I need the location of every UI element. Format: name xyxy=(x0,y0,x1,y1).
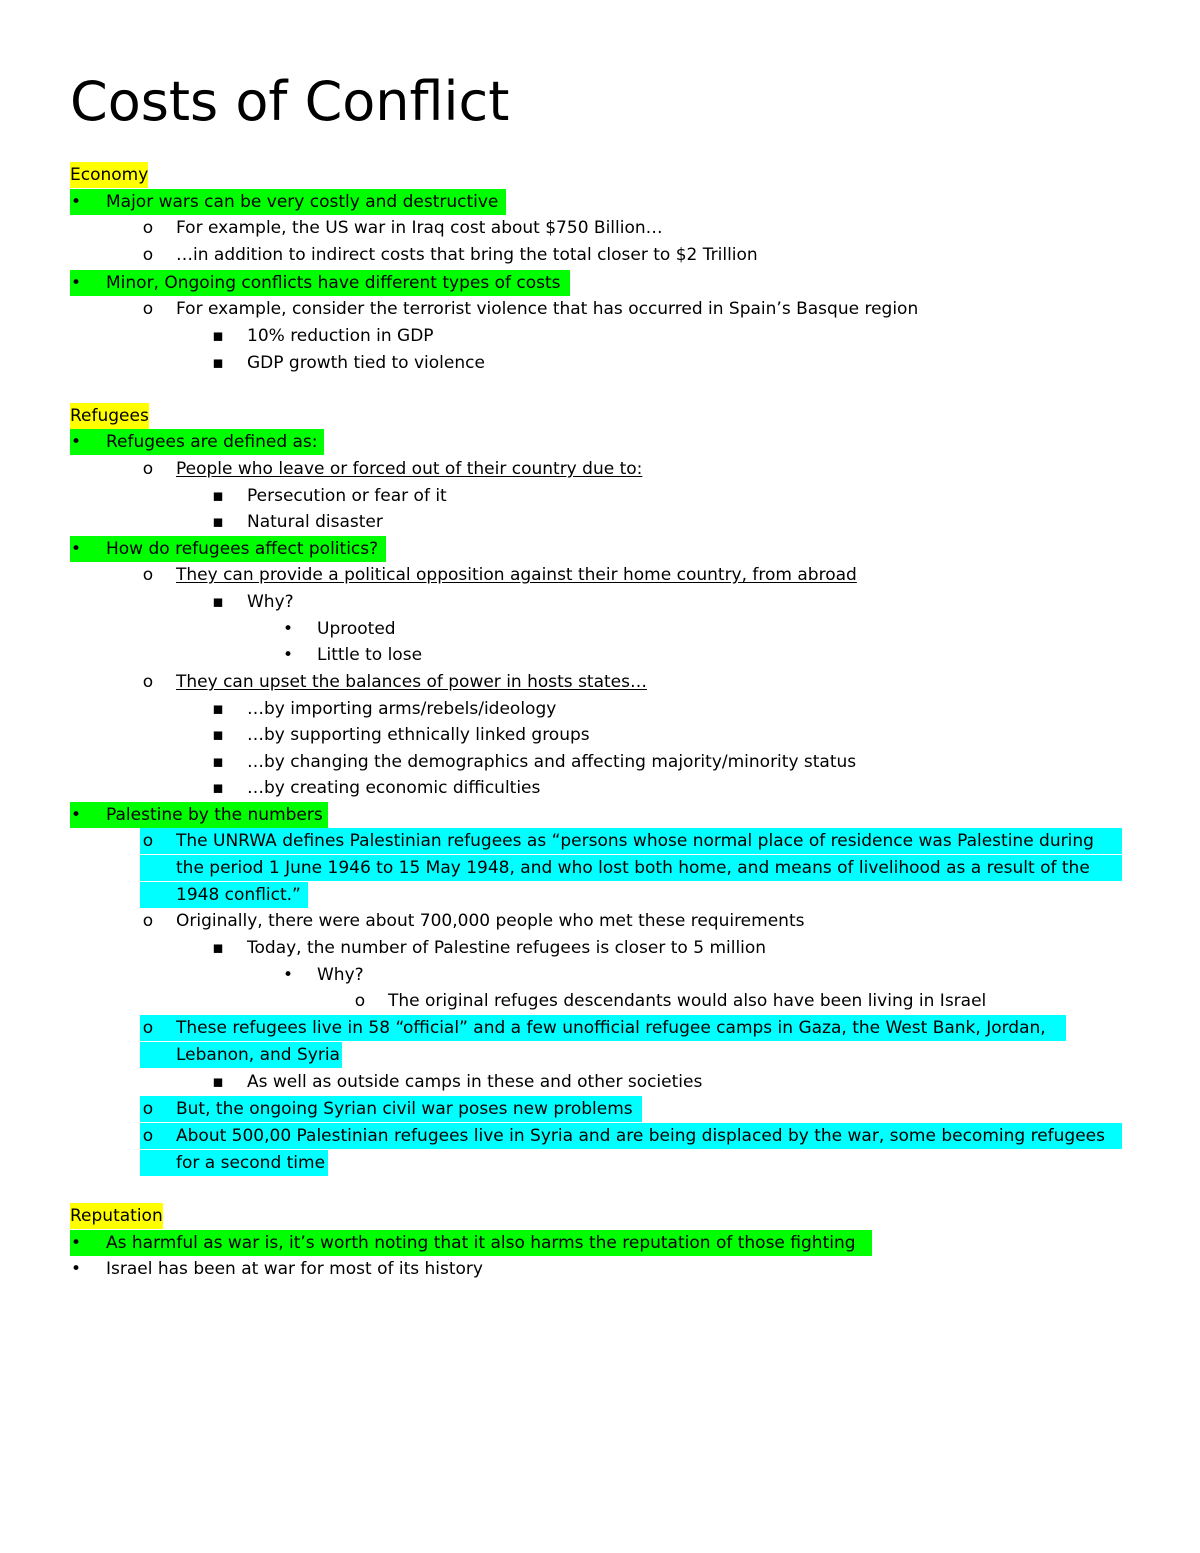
bullet-circle: o xyxy=(142,831,154,851)
bullet-square: ▪ xyxy=(212,778,224,798)
list-item: Why? xyxy=(247,592,294,612)
list-item: People who leave or forced out of their country due to: xyxy=(176,459,643,479)
list-item: These refugees live in 58 “official” and a few unofficial refugee camps in Gaza, the West Bank, Jordan, xyxy=(176,1018,1046,1038)
list-item: 10% reduction in GDP xyxy=(247,326,434,346)
list-item: Today, the number of Palestine refugees is closer to 5 million xyxy=(247,938,767,958)
bullet-circle: o xyxy=(142,299,154,319)
bullet-circle: o xyxy=(142,1018,154,1038)
list-item: …by creating economic difficulties xyxy=(247,778,541,798)
bullet-circle: o xyxy=(142,218,154,238)
list-item: Major wars can be very costly and destructive xyxy=(106,192,499,212)
list-item: The original refuges descendants would also have been living in Israel xyxy=(388,991,987,1011)
list-item: For example, the US war in Iraq cost about $750 Billion… xyxy=(176,218,663,238)
list-item: Originally, there were about 700,000 people who met these requirements xyxy=(176,911,805,931)
bullet-disc: • xyxy=(70,1259,82,1279)
bullet-disc: • xyxy=(282,645,294,665)
bullet-square: ▪ xyxy=(212,699,224,719)
list-item-continuation: Lebanon, and Syria xyxy=(176,1045,340,1065)
bullet-disc: • xyxy=(282,965,294,985)
bullet-disc: • xyxy=(70,192,82,212)
bullet-circle: o xyxy=(142,1126,154,1146)
bullet-disc: • xyxy=(282,619,294,639)
bullet-disc: • xyxy=(70,273,82,293)
bullet-square: ▪ xyxy=(212,938,224,958)
list-item: For example, consider the terrorist violence that has occurred in Spain’s Basque region xyxy=(176,299,919,319)
bullet-circle: o xyxy=(354,991,366,1011)
bullet-square: ▪ xyxy=(212,353,224,373)
bullet-square: ▪ xyxy=(212,592,224,612)
bullet-square: ▪ xyxy=(212,1072,224,1092)
list-item: …by supporting ethnically linked groups xyxy=(247,725,590,745)
bullet-circle: o xyxy=(142,672,154,692)
list-item: They can upset the balances of power in hosts states… xyxy=(176,672,647,692)
list-item: As well as outside camps in these and other societies xyxy=(247,1072,703,1092)
list-item: As harmful as war is, it’s worth noting that it also harms the reputation of those fighting xyxy=(106,1233,856,1253)
list-item: The UNRWA defines Palestinian refugees as “persons whose normal place of residence was Palestine during xyxy=(176,831,1094,851)
list-item-continuation: 1948 conflict.” xyxy=(176,885,301,905)
page-title: Costs of Conflict xyxy=(70,70,510,133)
bullet-square: ▪ xyxy=(212,752,224,772)
list-item: About 500,00 Palestinian refugees live in Syria and are being displaced by the war, some becoming refugees xyxy=(176,1126,1105,1146)
section-heading-reputation: Reputation xyxy=(70,1203,163,1229)
bullet-circle: o xyxy=(142,1099,154,1119)
bullet-circle: o xyxy=(142,245,154,265)
bullet-circle: o xyxy=(142,911,154,931)
bullet-disc: • xyxy=(70,539,82,559)
list-item: How do refugees affect politics? xyxy=(106,539,379,559)
list-item: Israel has been at war for most of its history xyxy=(106,1259,483,1279)
bullet-circle: o xyxy=(142,459,154,479)
list-item: GDP growth tied to violence xyxy=(247,353,485,373)
section-heading-economy: Economy xyxy=(70,162,148,188)
bullet-disc: • xyxy=(70,432,82,452)
bullet-disc: • xyxy=(70,1233,82,1253)
list-item: Persecution or fear of it xyxy=(247,486,447,506)
bullet-square: ▪ xyxy=(212,326,224,346)
list-item: Palestine by the numbers xyxy=(106,805,323,825)
list-item: …in addition to indirect costs that bring the total closer to $2 Trillion xyxy=(176,245,758,265)
list-item: They can provide a political opposition against their home country, from abroad xyxy=(176,565,857,585)
bullet-disc: • xyxy=(70,805,82,825)
bullet-square: ▪ xyxy=(212,512,224,532)
list-item: Why? xyxy=(317,965,364,985)
list-item: But, the ongoing Syrian civil war poses new problems xyxy=(176,1099,633,1119)
list-item-continuation: the period 1 June 1946 to 15 May 1948, and who lost both home, and means of livelihood as a result of the xyxy=(176,858,1090,878)
bullet-circle: o xyxy=(142,565,154,585)
list-item: Minor, Ongoing conflicts have different types of costs xyxy=(106,273,561,293)
section-heading-refugees: Refugees xyxy=(70,403,149,429)
list-item-continuation: for a second time xyxy=(176,1153,326,1173)
list-item: Natural disaster xyxy=(247,512,383,532)
list-item: Uprooted xyxy=(317,619,396,639)
list-item: …by importing arms/rebels/ideology xyxy=(247,699,557,719)
list-item: …by changing the demographics and affecting majority/minority status xyxy=(247,752,857,772)
list-item: Little to lose xyxy=(317,645,423,665)
list-item: Refugees are defined as: xyxy=(106,432,318,452)
bullet-square: ▪ xyxy=(212,725,224,745)
bullet-square: ▪ xyxy=(212,486,224,506)
